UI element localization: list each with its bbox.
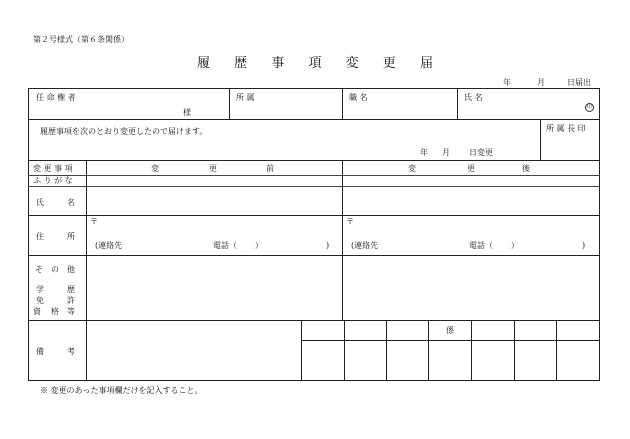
job-title-field[interactable] — [344, 102, 454, 117]
after-header-1: 変 — [408, 164, 416, 173]
submit-year: 年 — [503, 78, 511, 87]
chief-seal-label: 所 属 長 印 — [546, 124, 586, 133]
qualification-label-3: 等 — [67, 307, 75, 316]
before-header-2: 更 — [209, 164, 217, 173]
title-char: 事 — [271, 56, 285, 71]
table-border-left — [28, 88, 29, 381]
title-char: 更 — [382, 56, 396, 71]
address-label-2: 所 — [67, 232, 75, 241]
address-label-1: 住 — [36, 232, 44, 241]
col-line — [342, 88, 343, 119]
row-line — [28, 215, 600, 216]
appointer-field[interactable] — [30, 100, 180, 116]
row-line — [28, 119, 600, 120]
contact-before-close: ) — [326, 241, 330, 250]
col-line — [471, 320, 472, 380]
title-char: 履 — [197, 56, 211, 71]
footer-note: ※ 変更のあった事項欄だけを記入すること。 — [40, 386, 203, 395]
other-after-field[interactable] — [344, 258, 598, 318]
item-header: 変 更 事 項 — [33, 164, 73, 173]
name-row-label-1: 氏 — [36, 198, 44, 207]
name-row-label-2: 名 — [67, 198, 75, 207]
col-line — [514, 320, 515, 380]
education-label-1: 学 — [36, 285, 44, 294]
form-number: 第２号様式（第６条関係） — [33, 35, 129, 44]
other-label: そ の 他 — [35, 265, 75, 274]
remarks-label-1: 備 — [36, 347, 44, 356]
col-line — [86, 160, 87, 380]
row-line — [28, 255, 600, 256]
phone-before-inner-close: ） — [255, 241, 263, 250]
col-line — [540, 119, 541, 160]
furigana-label: ふ り が な — [33, 176, 73, 185]
contact-after-close: ) — [582, 241, 586, 250]
change-day: 日変更 — [469, 148, 493, 157]
row-line — [28, 175, 600, 176]
postal-mark-before: 〒 — [90, 217, 98, 226]
name-before-field[interactable] — [88, 188, 340, 214]
contact-before-label: (連絡先 — [95, 241, 123, 250]
remarks-field[interactable] — [88, 322, 299, 378]
change-month: 月 — [442, 148, 450, 157]
phone-before-label: 電話（ — [213, 241, 237, 250]
postal-mark-after: 〒 — [346, 217, 354, 226]
appointer-label: 任 命 権 者 — [36, 93, 76, 102]
table-border-bottom — [28, 380, 600, 381]
furigana-before-field[interactable] — [88, 177, 340, 185]
affiliation-field[interactable] — [231, 102, 339, 117]
col-line — [457, 88, 458, 119]
row-line — [28, 160, 600, 161]
license-label-2: 許 — [67, 296, 75, 305]
furigana-after-field[interactable] — [344, 177, 598, 185]
row-line — [28, 186, 600, 187]
name-field[interactable] — [459, 102, 579, 117]
col-line — [428, 320, 429, 380]
title-char: 項 — [308, 56, 322, 71]
title-char: 歴 — [234, 56, 248, 71]
change-year: 年 — [420, 148, 428, 157]
address-after-field[interactable] — [356, 218, 596, 238]
col-line — [301, 320, 302, 380]
phone-after-label: 電話（ — [469, 241, 493, 250]
after-header-2: 更 — [467, 164, 475, 173]
chief-seal-field[interactable] — [542, 136, 598, 158]
name-after-field[interactable] — [344, 188, 598, 214]
col-line — [229, 88, 230, 119]
education-label-2: 歴 — [67, 285, 75, 294]
title-char: 届 — [419, 56, 433, 71]
job-title-label: 職 名 — [349, 93, 368, 102]
address-before-field[interactable] — [100, 218, 338, 238]
other-before-field[interactable] — [88, 258, 340, 318]
col-line — [556, 320, 557, 380]
col-line — [344, 320, 345, 380]
before-header-1: 変 — [151, 164, 159, 173]
before-header-3: 前 — [266, 164, 274, 173]
kakari-label: 係 — [446, 326, 454, 335]
name-label: 氏 名 — [464, 93, 483, 102]
col-line — [386, 320, 387, 380]
phone-after-inner-close: ） — [511, 241, 519, 250]
sama-label: 様 — [183, 108, 191, 117]
table-border-top — [28, 88, 600, 89]
col-line — [342, 160, 343, 320]
submit-day: 日届出 — [567, 78, 591, 87]
remarks-label-2: 考 — [67, 347, 75, 356]
form-title — [0, 52, 630, 71]
notice-text: 履歴事項を次のとおり変更したので届けます。 — [40, 127, 208, 136]
title-char: 変 — [345, 56, 359, 71]
qualification-label-2: 格 — [51, 307, 59, 316]
license-label-1: 免 — [36, 296, 44, 305]
row-line — [301, 340, 600, 341]
contact-after-label: (連絡先 — [351, 241, 379, 250]
affiliation-label: 所 属 — [236, 93, 255, 102]
submit-month: 月 — [537, 78, 545, 87]
after-header-3: 後 — [522, 164, 530, 173]
seal-mark-icon: 印 — [586, 104, 592, 110]
table-border-right — [599, 88, 600, 381]
qualification-label-1: 資 — [33, 307, 41, 316]
